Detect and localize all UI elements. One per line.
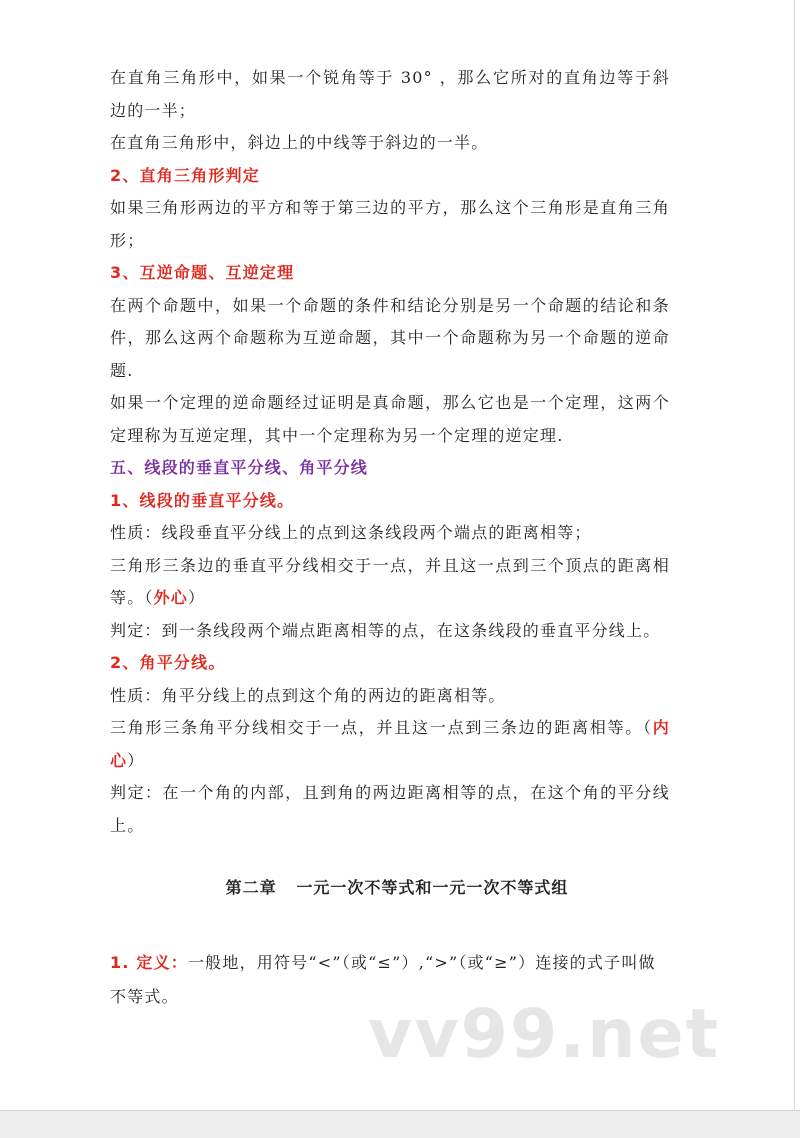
circumcenter-text: 三角形三条边的垂直平分线相交于一点，并且这一点到三个顶点的距离相等。（ [110,555,670,607]
paragraph-circumcenter [110,550,670,615]
heading-perpendicular-bisector: 1、线段的垂直平分线。 [110,490,295,510]
page-gap-strip [0,1110,800,1138]
heading-converse-propositions: 3、互逆命题、互逆定理 [110,263,295,282]
heading-angle-bisector: 2、角平分线。 [110,653,226,672]
paragraph-median: 在直角三角形中，斜边上的中线等于斜边的一半。 [110,133,489,152]
definition-text: 一般地，用符号“<”（或“≤”）,“>”（或“≥”）连接的式子叫做不等式。 [110,953,656,1006]
chapter-title: 第二章 一元一次不等式和一元一次不等式组 [225,878,569,897]
incenter-close: ） [127,750,145,770]
paragraph-angle-bisector-property: 性质：角平分线上的点到这个角的两边的距离相等。 [110,685,506,705]
incenter-term: 内心 [110,718,670,770]
paragraph-converse-proposition: 在两个命题中，如果一个命题的条件和结论分别是另一个命题的结论和条件，那么这两个命题称为互逆命题，其中一个命题称为另一个命题的逆命题. [110,295,670,380]
paragraph-angle-bisector-test: 判定：在一个角的内部，且到角的两边距离相等的点，在这个角的平分线上。 [110,783,670,835]
circumcenter-term: 外心 [153,588,189,607]
paragraph-pythagorean-converse: 如果三角形两边的平方和等于第三边的平方，那么这个三角形是直角三角形； [110,198,670,250]
definition-label: 1. 定义： [110,953,188,972]
paragraph-perp-bisector-property: 性质：线段垂直平分线上的点到这条线段两个端点的距离相等； [110,523,592,542]
circumcenter-close: ） [188,588,206,607]
watermark: vv99.net [368,995,721,1074]
paragraph-perp-bisector-test: 判定：到一条线段两个端点距离相等的点，在这条线段的垂直平分线上。 [110,620,661,640]
paragraph-converse-theorem: 如果一个定理的逆命题经过证明是真命题，那么它也是一个定理，这两个定理称为互逆定理，其中一个定理称为另一个定理的逆定理. [110,393,670,445]
paragraph-incenter [110,712,670,777]
section-heading-bisectors: 五、线段的垂直平分线、角平分线 [110,458,369,477]
paragraph-30-degree: 在直角三角形中，如果一个锐角等于 30° ，那么它所对的直角边等于斜边的一半； [110,68,670,120]
document-body [110,62,670,842]
heading-right-triangle-test: 2、直角三角形判定 [110,165,260,185]
incenter-text: 三角形三条角平分线相交于一点，并且这一点到三条边的距离相等。（ [110,718,653,737]
